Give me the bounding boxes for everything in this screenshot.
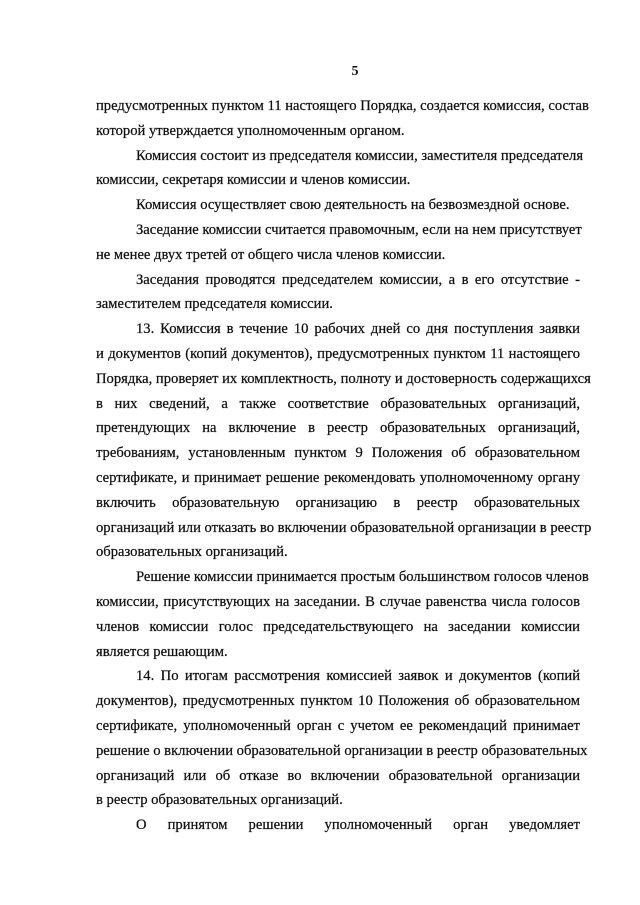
text-line: 14. По итогам рассмотрения комиссией заявок и документов (копий — [136, 668, 580, 685]
paragraph — [96, 94, 589, 144]
text-line: Комиссия состоит из председателя комиссии, заместителя председателя — [136, 147, 584, 164]
text-line: которой утверждается уполномоченным органом. — [96, 122, 405, 139]
text-line: организаций или отказать во включении образовательной организации в реестр — [96, 519, 592, 536]
text-line: 13. Комиссия в течение 10 рабочих дней со дня поступления заявки — [136, 321, 580, 338]
text-line: не менее двух третей от общего числа членов комиссии. — [96, 246, 446, 263]
paragraph — [96, 317, 592, 565]
text-line: включить образовательную организацию в реестр образовательных — [96, 494, 580, 511]
document-body — [96, 94, 592, 838]
text-line: решение о включении образовательной организации в реестр образовательных — [96, 742, 588, 759]
text-line: Порядка, проверяет их комплектность, полноту и достоверность содержащихся — [96, 370, 591, 387]
paragraph — [96, 218, 580, 268]
paragraph — [96, 193, 580, 218]
text-line: предусмотренных пунктом 11 настоящего Порядка, создается комиссия, состав — [96, 98, 589, 114]
text-line: требованиям, установленным пунктом 9 Положения об образовательном — [96, 445, 580, 462]
text-line: Заседание комиссии считается правомочным, если на нем присутствует — [136, 221, 582, 238]
text-line: Комиссия осуществляет свою деятельность на безвозмездной основе. — [136, 197, 570, 214]
text-line: в них сведений, а также соответствие образовательных организаций, — [96, 395, 580, 412]
paragraph — [96, 664, 588, 813]
text-line: Решение комиссии принимается простым большинством голосов членов — [136, 569, 589, 586]
text-line: комиссии, секретаря комиссии и членов комиссии. — [96, 172, 411, 189]
text-line: является решающим. — [96, 643, 228, 660]
text-line: комиссии, присутствующих на заседании. В случае равенства числа голосов — [96, 593, 580, 610]
paragraph — [96, 268, 580, 318]
text-line: членов комиссии голос председательствующего на заседании комиссии — [96, 618, 580, 635]
paragraph — [96, 813, 580, 838]
page-number: 5 — [351, 64, 359, 79]
text-line: Заседания проводятся председателем комиссии, а в его отсутствие - — [136, 271, 580, 288]
text-line: документов), предусмотренных пунктом 10 Положения об образовательном — [96, 693, 580, 710]
text-line: организаций или об отказе во включении образовательной организации — [96, 767, 580, 784]
text-line: сертификате, уполномоченный орган с учетом ее рекомендаций принимает — [96, 717, 580, 734]
text-line: в реестр образовательных организаций. — [96, 792, 343, 809]
text-line: и документов (копий документов), предусмотренных пунктом 11 настоящего — [96, 345, 580, 362]
text-line: заместителем председателя комиссии. — [96, 296, 333, 313]
paragraph — [96, 144, 584, 194]
text-line: претендующих на включение в реестр образовательных организаций, — [96, 420, 580, 437]
paragraph — [96, 565, 589, 664]
text-line: сертификате, и принимает решение рекомендовать уполномоченному органу — [96, 469, 580, 486]
text-line: образовательных организаций. — [96, 544, 288, 561]
text-line: О принятом решении уполномоченный орган уведомляет — [136, 817, 580, 834]
